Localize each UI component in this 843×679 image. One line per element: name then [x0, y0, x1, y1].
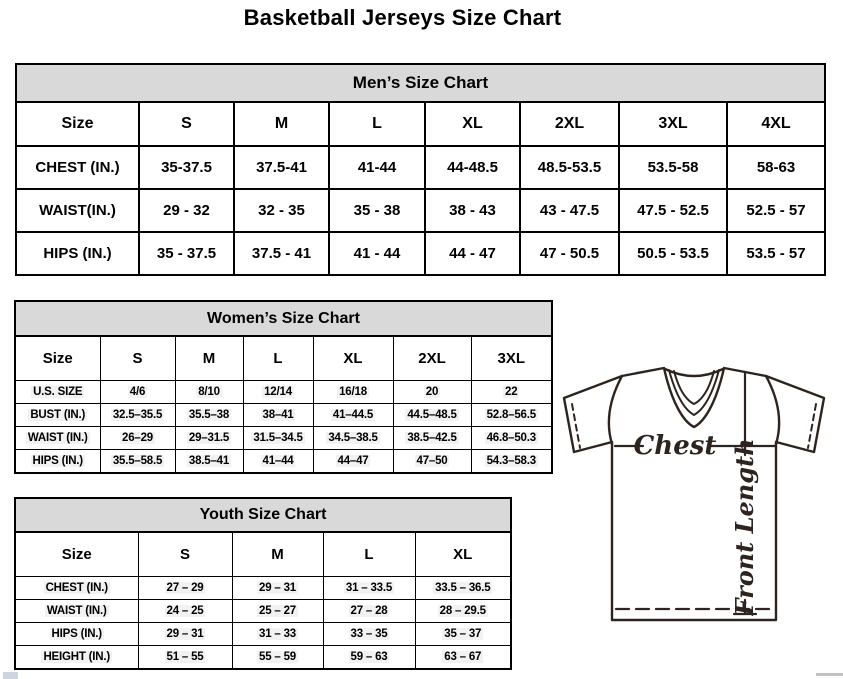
measurement-row [16, 404, 551, 427]
size-column-header: L [323, 533, 415, 577]
size-column-header: 3XL [619, 103, 727, 146]
size-value-cell: 44–47 [313, 450, 393, 473]
size-column-header: XL [415, 533, 510, 577]
jersey-measurement-diagram [558, 360, 838, 628]
measurement-row-label: U.S. SIZE [16, 381, 100, 404]
size-value-cell: 41–44 [243, 450, 313, 473]
size-value-cell: 35 – 37 [415, 623, 510, 646]
size-value-cell: 33.5 – 36.5 [415, 577, 510, 600]
size-value-cell: 54.3–58.3 [471, 450, 551, 473]
size-value-cell: 41–44.5 [313, 404, 393, 427]
youth-size-chart-caption: Youth Size Chart [16, 499, 510, 533]
screen-edge-fragment [816, 673, 843, 676]
size-value-cell: 38 - 43 [425, 189, 520, 232]
size-value-cell: 41 - 44 [329, 232, 425, 274]
size-value-cell: 58-63 [727, 146, 824, 189]
size-value-cell: 27 – 29 [138, 577, 232, 600]
measurement-row [17, 146, 824, 189]
size-value-cell: 48.5-53.5 [520, 146, 619, 189]
size-value-cell: 52.5 - 57 [727, 189, 824, 232]
size-column-header: S [100, 337, 175, 381]
page-title: Basketball Jerseys Size Chart [243, 5, 562, 30]
size-value-cell: 43 - 47.5 [520, 189, 619, 232]
size-value-cell: 24 – 25 [138, 600, 232, 623]
women-size-chart [14, 300, 553, 474]
size-value-cell: 35.5–38 [175, 404, 243, 427]
size-value-cell: 29 - 32 [139, 189, 234, 232]
youth-size-table [16, 533, 510, 668]
size-value-cell: 35.5–58.5 [100, 450, 175, 473]
size-column-header: 3XL [471, 337, 551, 381]
measurement-row [17, 232, 824, 274]
size-value-cell: 8/10 [175, 381, 243, 404]
size-column-header: 2XL [393, 337, 471, 381]
measurement-row-label: WAIST(IN.) [17, 189, 139, 232]
measurement-row [16, 427, 551, 450]
size-value-cell: 32 - 35 [234, 189, 329, 232]
size-value-cell: 37.5-41 [234, 146, 329, 189]
chest-label: Chest [633, 431, 717, 461]
size-value-cell: 51 – 55 [138, 646, 232, 669]
measurement-row-label: WAIST (IN.) [16, 600, 138, 623]
size-value-cell: 53.5-58 [619, 146, 727, 189]
size-value-cell: 55 – 59 [232, 646, 323, 669]
size-value-cell: 20 [393, 381, 471, 404]
measurement-row [16, 646, 510, 669]
size-value-cell: 16/18 [313, 381, 393, 404]
size-value-cell: 53.5 - 57 [727, 232, 824, 274]
size-value-cell: 38–41 [243, 404, 313, 427]
size-column-header: L [329, 103, 425, 146]
size-value-cell: 47–50 [393, 450, 471, 473]
size-value-cell: 4/6 [100, 381, 175, 404]
youth-size-chart [14, 497, 512, 670]
measurement-row-label: WAIST (IN.) [16, 427, 100, 450]
size-column-header: S [138, 533, 232, 577]
size-value-cell: 12/14 [243, 381, 313, 404]
size-value-cell: 29 – 31 [138, 623, 232, 646]
size-value-cell: 26–29 [100, 427, 175, 450]
men-size-chart [15, 63, 826, 276]
measurement-row [16, 623, 510, 646]
size-value-cell: 47.5 - 52.5 [619, 189, 727, 232]
size-value-cell: 25 – 27 [232, 600, 323, 623]
screen-edge-fragment [3, 672, 18, 679]
measurement-row [16, 577, 510, 600]
size-value-cell: 44-48.5 [425, 146, 520, 189]
size-column-header: 4XL [727, 103, 824, 146]
size-value-cell: 31 – 33.5 [323, 577, 415, 600]
front-length-label: Front Length [730, 438, 759, 616]
size-value-cell: 38.5–42.5 [393, 427, 471, 450]
size-value-cell: 31.5–34.5 [243, 427, 313, 450]
size-column-header: Size [16, 533, 138, 577]
size-value-cell: 59 – 63 [323, 646, 415, 669]
size-column-header: M [175, 337, 243, 381]
measurement-row-label: HIPS (IN.) [16, 623, 138, 646]
measurement-row-label: HEIGHT (IN.) [16, 646, 138, 669]
size-column-header: XL [313, 337, 393, 381]
size-value-cell: 38.5–41 [175, 450, 243, 473]
measurement-row-label: CHEST (IN.) [17, 146, 139, 189]
measurement-row [17, 189, 824, 232]
measurement-row-label: HIPS (IN.) [16, 450, 100, 473]
men-size-table [17, 103, 824, 274]
size-value-cell: 44.5–48.5 [393, 404, 471, 427]
measurement-row-label: HIPS (IN.) [17, 232, 139, 274]
women-size-table [16, 337, 551, 472]
measurement-row [16, 450, 551, 473]
measurement-row-label: BUST (IN.) [16, 404, 100, 427]
size-value-cell: 37.5 - 41 [234, 232, 329, 274]
size-column-header: M [234, 103, 329, 146]
size-column-header: S [139, 103, 234, 146]
size-column-header: Size [16, 337, 100, 381]
size-value-cell: 31 – 33 [232, 623, 323, 646]
size-value-cell: 50.5 - 53.5 [619, 232, 727, 274]
size-value-cell: 46.8–50.3 [471, 427, 551, 450]
measurement-row-label: CHEST (IN.) [16, 577, 138, 600]
size-value-cell: 35-37.5 [139, 146, 234, 189]
size-value-cell: 44 - 47 [425, 232, 520, 274]
size-column-header: M [232, 533, 323, 577]
size-column-header: Size [17, 103, 139, 146]
size-value-cell: 34.5–38.5 [313, 427, 393, 450]
measurement-row [16, 600, 510, 623]
measurement-row [16, 381, 551, 404]
size-column-header: 2XL [520, 103, 619, 146]
size-value-cell: 41-44 [329, 146, 425, 189]
size-column-header: XL [425, 103, 520, 146]
size-value-cell: 28 – 29.5 [415, 600, 510, 623]
size-column-header: L [243, 337, 313, 381]
jersey-outline [564, 368, 824, 620]
size-value-cell: 29 – 31 [232, 577, 323, 600]
women-size-chart-caption: Women’s Size Chart [16, 302, 551, 337]
size-value-cell: 33 – 35 [323, 623, 415, 646]
men-size-chart-caption: Men’s Size Chart [17, 65, 824, 103]
size-value-cell: 29–31.5 [175, 427, 243, 450]
size-value-cell: 52.8–56.5 [471, 404, 551, 427]
size-value-cell: 35 - 37.5 [139, 232, 234, 274]
size-value-cell: 27 – 28 [323, 600, 415, 623]
size-value-cell: 35 - 38 [329, 189, 425, 232]
size-value-cell: 22 [471, 381, 551, 404]
size-value-cell: 32.5–35.5 [100, 404, 175, 427]
size-value-cell: 47 - 50.5 [520, 232, 619, 274]
size-value-cell: 63 – 67 [415, 646, 510, 669]
